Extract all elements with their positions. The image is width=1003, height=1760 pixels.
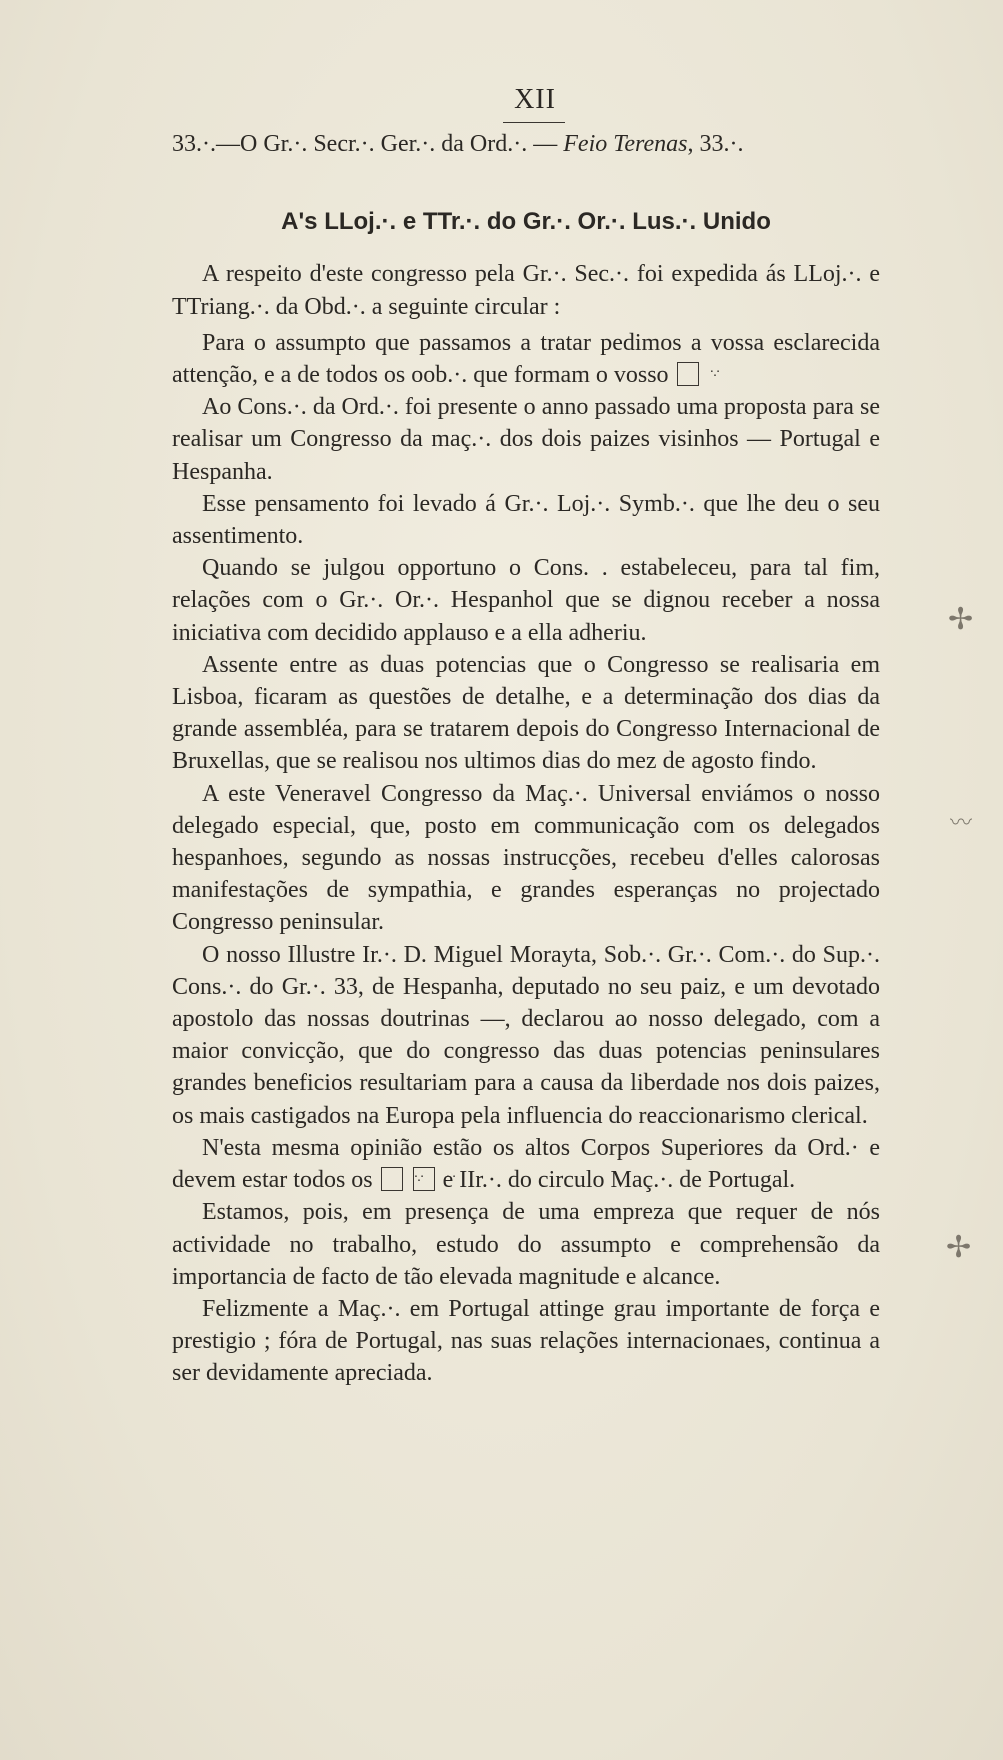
page-number: XII (514, 84, 556, 115)
lodge-symbol-icon (381, 1167, 403, 1191)
lodge-symbol-icon (677, 362, 699, 386)
circular-paragraph-2: Ao Cons.·. da Ord.·. foi presente o anno passado uma proposta para se realisar um Congresso da maç.·. dos dois paizes visinhos — Portugal e Hespanha. (172, 394, 880, 485)
lodge-symbol-icon (413, 1167, 435, 1191)
circular-paragraph-6: A este Veneravel Congresso da Maç.·. Universal enviámos o nosso delegado especial, que, posto em communicação com os delegados hespanhoes, segundo as nossas instrucções, recebeu d'elles calorosas manifestações de sympathia, e grandes esperanças no projectado Congresso peninsular. (172, 780, 880, 936)
circular-paragraph-1: Para o assumpto que passamos a tratar pedimos a vossa esclarecida attenção, e a de todos os oob.·. que formam o vosso ·.· (172, 327, 880, 391)
section-heading: A's LLoj.·. e TTr.·. do Gr.·. Or.·. Lus.·. Unido (281, 208, 771, 236)
body-text (172, 128, 880, 1390)
circular-paragraph-7: O nosso Illustre Ir.·. D. Miguel Morayta, Sob.·. Gr.·. Com.·. do Sup.·. Cons.·. do Gr.·. 33, de Hespanha, deputado no seu paiz, e um devotado apostolo das nossas doutrinas —, declarou ao nosso delegado, com a maior convicção, que do congresso das duas potencias peninsulares grandes beneficios resultariam para a causa da liberdade nos dois paizes, os mais castigados na Europa pela influencia do reaccionarismo clerical. (172, 941, 880, 1129)
margin-mark-icon: 〰 (950, 810, 973, 835)
circular-paragraph-4: Quando se julgou opportuno o Cons. . estabeleceu, para tal fim, relações com o Gr.·. Or.·. Hespanhol que se dignou receber a nossa iniciativa com decidido applauso e a ella adheriu. (172, 555, 880, 646)
margin-mark-icon: ✢ (946, 1231, 972, 1264)
circular-paragraph-3: Esse pensamento foi levado á Gr.·. Loj.·. Symb.·. que lhe deu o seu assentimento. (172, 490, 880, 550)
margin-mark-icon: ✢ (948, 603, 974, 636)
circular-paragraph-9: Estamos, pois, em presença de uma empreza que requer de nós actividade no trabalho, estudo do assumpto e comprehensão da importancia de facto de tão elevada magnitude e alcance. (172, 1199, 880, 1290)
circular-paragraph-10: Felizmente a Maç.·. em Portugal attinge grau importante de força e prestigio ; fóra de Portugal, nas suas relações internacionaes, continua a ser devidamente apreciada. (172, 1295, 880, 1387)
signature-line: 33.·.—O Gr.·. Secr.·. Ger.·. da Ord.·. — Feio Terenas, 33.·. (172, 131, 744, 157)
circular-paragraph-8: N'esta mesma opinião estão os altos Corpos Superiores da Ord.· e devem estar todos os ·.· ·.· e IIr.·. do circulo Maç.·. de Portugal. (172, 1132, 880, 1196)
intro-paragraph: A respeito d'este congresso pela Gr.·. Sec.·. foi expedida ás LLoj.·. e TTriang.·. da Obd.·. a seguinte circular : (172, 261, 880, 320)
page-number-rule (503, 122, 565, 123)
circular-paragraph-5: Assente entre as duas potencias que o Congresso se realisaria em Lisboa, ficaram as questões de detalhe, e a determinação dos dias da grande assembléa, para se tratarem depois do Congresso Internacional de Bruxellas, que se realisou nos ultimos dias do mez de agosto findo. (172, 651, 880, 775)
signature-name: Feio Terenas (563, 131, 688, 157)
